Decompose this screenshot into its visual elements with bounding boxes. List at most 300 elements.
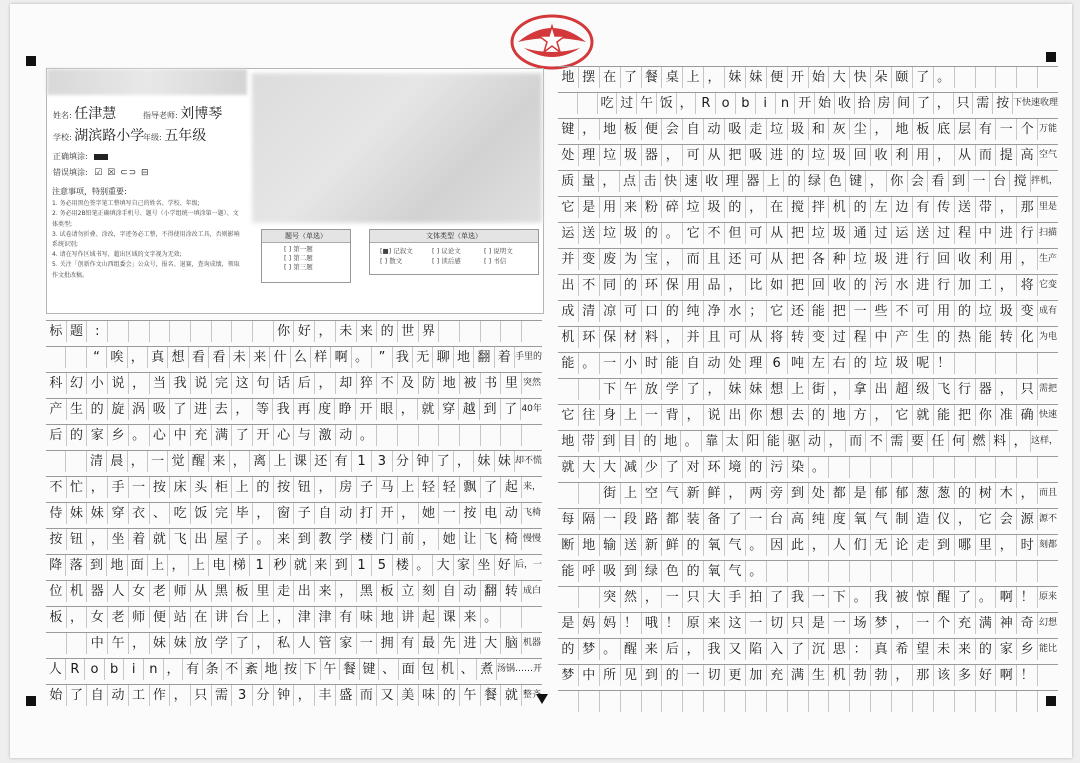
grid-cell: 带 <box>975 197 996 218</box>
grid-cell: 那 <box>1016 197 1037 218</box>
grid-cell: 被 <box>459 373 480 394</box>
grid-cell: 望 <box>912 639 933 660</box>
grid-cell: 。 <box>252 529 273 550</box>
genre-option[interactable]: [■] 记叙文 <box>380 247 413 255</box>
grid-cell <box>438 321 459 342</box>
grid-cell: 讲 <box>211 607 232 628</box>
grid-cell: 走 <box>912 535 933 556</box>
grid-cell: 大 <box>480 633 501 654</box>
grid-cell: 呢 <box>912 353 933 374</box>
grid-cell: 一 <box>912 613 933 634</box>
grid-cell <box>46 451 65 472</box>
grid-cell: 把 <box>954 405 975 426</box>
grid-cell: 何 <box>948 431 969 452</box>
grid-cell: 她 <box>418 503 439 524</box>
grid-cell: 气 <box>870 509 891 530</box>
grid-cell: 女 <box>128 581 149 602</box>
grid-cell <box>787 561 808 582</box>
grid-cell: 就 <box>290 555 310 576</box>
grid-cell: 垃 <box>599 223 620 244</box>
grid-cell: 不 <box>703 223 724 244</box>
grid-cell: 同 <box>599 275 620 296</box>
grid-cell: 葱 <box>912 483 933 504</box>
grid-cell: 翻 <box>480 581 501 602</box>
grid-cell: 猝 <box>356 373 377 394</box>
grid-cell: 面 <box>398 659 418 680</box>
grid-cell: 来 <box>459 607 480 628</box>
grid-cell: 丰 <box>314 685 335 706</box>
grid-cell: 房 <box>335 477 356 498</box>
school-field <box>53 125 144 145</box>
grid-cell: 地 <box>106 555 126 576</box>
grid-cell: 可 <box>724 327 745 348</box>
grid-cell <box>231 321 252 342</box>
grid-cell: 板 <box>376 581 397 602</box>
grid-cell: 一 <box>682 665 703 686</box>
grid-cell: 中 <box>169 425 190 446</box>
grid-cell: 的 <box>682 561 703 582</box>
grid-cell: ， <box>1009 431 1030 452</box>
grid-cell: 朵 <box>870 67 891 88</box>
grid-cell: 好 <box>293 321 314 342</box>
grid-cell <box>578 379 599 400</box>
grid-cell: 能 <box>975 327 996 348</box>
grid-cell: 人 <box>107 581 128 602</box>
grid-cell: 妈 <box>599 613 620 634</box>
grid-cell: 任 <box>927 431 948 452</box>
grid-cell: 餐 <box>339 659 359 680</box>
grid-cell: 原 <box>682 613 703 634</box>
grid-cell: 能 <box>763 431 784 452</box>
grid-cell <box>849 457 870 478</box>
grid-cell: 热 <box>954 327 975 348</box>
genre-option[interactable]: [ ] 书信 <box>484 257 507 265</box>
grid-cell: 制 <box>891 509 912 530</box>
grid-cell: 师 <box>169 581 190 602</box>
grid-cell: ， <box>1016 249 1037 270</box>
grid-cell: 人 <box>828 535 849 556</box>
grid-cell: 脑 <box>500 633 521 654</box>
grid-cell: ， <box>661 145 682 166</box>
grid-cell: 到 <box>620 561 641 582</box>
grid-cell: 材 <box>620 327 641 348</box>
grid-cell: 醒 <box>933 587 954 608</box>
grid-cell: 的 <box>954 483 975 504</box>
grid-cell: 见 <box>620 665 641 686</box>
grid-cell: 去 <box>210 399 231 420</box>
grid-cell: 都 <box>661 509 682 530</box>
grid-cell <box>1037 561 1058 582</box>
grid-cell: 加 <box>745 665 766 686</box>
grid-cell: 是 <box>849 483 870 504</box>
grid-cell: 哦 <box>641 613 662 634</box>
grid-cell: 过 <box>616 93 636 114</box>
grid-cell: 越 <box>458 399 479 420</box>
grid-cell: 料 <box>641 327 662 348</box>
grid-cell: 黑 <box>356 581 377 602</box>
grid-cell: 飞 <box>480 529 501 550</box>
grid-cell: 空气 <box>1037 145 1058 166</box>
grid-cell: 带 <box>578 431 599 452</box>
grid-cell: 思 <box>828 639 849 660</box>
writing-row <box>46 632 542 654</box>
grid-cell: 我 <box>703 639 724 660</box>
grid-cell: 段 <box>620 509 641 530</box>
grid-cell: 高 <box>787 509 808 530</box>
right-writing-grid <box>558 66 1058 716</box>
genre-option[interactable]: [ ] 读后感 <box>432 257 461 265</box>
grid-cell: 来 <box>208 451 228 472</box>
grid-cell: 未 <box>933 639 954 660</box>
grid-cell: 圾 <box>620 223 641 244</box>
grid-cell: 醒 <box>188 451 208 472</box>
grid-cell: 为 <box>620 249 641 270</box>
grid-cell: 多 <box>954 665 975 686</box>
grid-cell: 如 <box>766 275 787 296</box>
grid-cell: 把 <box>787 249 808 270</box>
grid-cell: 机器 <box>521 633 542 654</box>
grid-cell: 质 <box>561 174 575 189</box>
grid-cell: 氧 <box>703 561 724 582</box>
grid-cell: 从 <box>766 249 787 270</box>
grid-cell: 上 <box>787 379 808 400</box>
grid-cell: 始 <box>49 688 63 703</box>
grid-cell: n <box>775 93 795 114</box>
grid-cell <box>933 561 954 582</box>
grid-cell: 旋 <box>107 399 128 420</box>
grid-cell: 头 <box>190 477 211 498</box>
grid-cell: 过 <box>828 327 849 348</box>
grid-cell: 床 <box>169 477 190 498</box>
grid-cell: ， <box>314 373 335 394</box>
grid-cell: ， <box>745 197 766 218</box>
grid-cell: 再 <box>293 399 314 420</box>
grid-cell: 拍 <box>745 587 766 608</box>
genre-box-title: 文体类型（单选） <box>370 230 538 243</box>
left-page <box>46 68 543 703</box>
grid-cell: 完 <box>211 373 232 394</box>
grid-cell <box>954 457 975 478</box>
grid-cell: 鲜 <box>661 535 682 556</box>
grid-cell: ， <box>396 399 417 420</box>
grid-cell: 来， <box>521 477 542 498</box>
grid-cell: 里 <box>975 535 996 556</box>
grid-cell: 你 <box>745 405 766 426</box>
grid-cell: 而 <box>682 249 703 270</box>
topic-option-3[interactable]: [ ] 第三题 <box>284 263 313 271</box>
grid-cell: 量 <box>578 171 599 192</box>
grid-cell: 。 <box>680 431 701 452</box>
grid-cell: 讲 <box>397 607 418 628</box>
grid-cell: 那 <box>912 665 933 686</box>
grid-cell: 惊 <box>912 587 933 608</box>
grid-cell: 机 <box>66 581 87 602</box>
grid-cell: 觉 <box>167 451 187 472</box>
grid-cell: 垃 <box>870 353 891 374</box>
topic-option-2[interactable]: [ ] 第二题 <box>284 254 313 262</box>
grid-cell: 圾 <box>870 249 891 270</box>
grid-cell: 这 <box>231 373 252 394</box>
grid-cell: 理 <box>722 171 743 192</box>
grid-cell: 却不慌 <box>514 451 542 472</box>
grid-cell: 保 <box>661 275 682 296</box>
writing-row <box>46 580 542 602</box>
grid-cell: 板 <box>912 119 933 140</box>
grid-cell: 工 <box>128 685 149 706</box>
grid-cell <box>521 425 542 446</box>
grid-cell: 充 <box>190 425 211 446</box>
grid-cell: 板 <box>231 581 252 602</box>
grid-cell: 器 <box>975 379 996 400</box>
grid-cell: 把 <box>787 275 808 296</box>
grid-cell: 来 <box>314 581 335 602</box>
grid-cell: 窗 <box>273 503 294 524</box>
grid-cell: 宝 <box>641 249 662 270</box>
grid-cell: 而 <box>845 431 866 452</box>
grid-cell: 上 <box>763 171 784 192</box>
grid-cell: ， <box>453 451 473 472</box>
grid-cell: 一 <box>128 477 149 498</box>
grid-cell: 它变 <box>1037 275 1058 296</box>
grid-cell: 手 <box>107 477 128 498</box>
grid-cell <box>1037 353 1058 374</box>
grid-cell: ， <box>808 535 829 556</box>
grid-cell: 句 <box>252 373 273 394</box>
grid-cell: 而 <box>356 685 377 706</box>
grid-cell: 气 <box>661 483 682 504</box>
grid-cell: 往 <box>578 405 599 426</box>
grid-cell: 飞 <box>933 379 954 400</box>
writing-row <box>558 664 1058 686</box>
grid-cell: 圾 <box>891 353 912 374</box>
grid-cell <box>995 67 1016 88</box>
grid-cell: 吃 <box>597 93 617 114</box>
grid-cell: 能 <box>561 356 575 371</box>
grid-cell: 运 <box>561 226 575 241</box>
grid-cell: 级 <box>912 379 933 400</box>
grid-cell: 午 <box>620 379 641 400</box>
grid-cell: 万能 <box>1037 119 1058 140</box>
grid-cell: 来 <box>954 639 975 660</box>
note-item: 4. 请在写作区域书写，超出区域的文字视为无效; <box>52 251 182 259</box>
grid-cell: ， <box>127 347 147 368</box>
grid-cell: 后，一 <box>514 555 542 576</box>
grid-cell: 快速 <box>1037 405 1058 426</box>
grid-cell: 一 <box>745 509 766 530</box>
note-item: 5. 关注「创新作文山西组委会」公众号，报名、退赛，查询成绩，领取作文批改稿。 <box>52 261 240 279</box>
writing-row <box>558 612 1058 634</box>
grid-cell: 下快速收理 <box>1012 93 1058 114</box>
grid-cell: 勃 <box>870 665 891 686</box>
grid-cell: 却 <box>335 373 356 394</box>
grid-cell: 生 <box>912 327 933 348</box>
grid-cell: 站 <box>169 607 190 628</box>
grid-cell: 理 <box>745 353 766 374</box>
grid-cell: 路 <box>641 509 662 530</box>
grid-cell: 前 <box>397 529 418 550</box>
grid-cell: 从 <box>954 145 975 166</box>
genre-option[interactable]: [ ] 说明文 <box>484 247 513 255</box>
grid-cell: 造 <box>912 509 933 530</box>
grid-cell: ， <box>661 249 682 270</box>
grid-cell: ， <box>252 633 273 654</box>
writing-row <box>46 372 542 394</box>
grid-cell: 有 <box>397 633 418 654</box>
grid-cell: 一 <box>356 633 377 654</box>
grid-cell: 了 <box>432 451 452 472</box>
grid-cell <box>954 353 975 374</box>
grid-cell: 有 <box>335 607 356 628</box>
grid-cell: 的 <box>745 457 766 478</box>
grid-cell: 。 <box>933 67 954 88</box>
grid-cell: 妹 <box>86 503 107 524</box>
grid-cell: 有 <box>975 119 996 140</box>
grid-cell: 纯 <box>808 509 829 530</box>
grid-cell: 出 <box>561 278 575 293</box>
grid-cell: 用 <box>933 301 954 322</box>
grid-cell: 地 <box>561 434 575 449</box>
grid-cell: 女 <box>86 607 107 628</box>
grid-cell: 个 <box>933 613 954 634</box>
grid-cell: 了 <box>480 477 501 498</box>
grid-cell: 台 <box>231 607 252 628</box>
grid-cell: 餐 <box>480 685 501 706</box>
grid-cell: 器 <box>742 171 763 192</box>
grid-cell: 来 <box>356 321 377 342</box>
grid-cell <box>397 425 418 446</box>
grid-cell: 晨 <box>106 451 126 472</box>
grid-cell: 板 <box>49 610 63 625</box>
grid-cell: ， <box>824 431 845 452</box>
grid-cell: 走 <box>273 581 294 602</box>
genre-option[interactable]: [ ] 散文 <box>380 257 403 265</box>
grid-cell: 是 <box>578 197 599 218</box>
grid-cell <box>724 691 745 712</box>
grid-cell: 楼 <box>392 555 412 576</box>
grid-cell: 度 <box>828 509 849 530</box>
grid-cell: 污 <box>766 457 787 478</box>
grid-cell <box>703 691 724 712</box>
grid-cell: 圾 <box>828 145 849 166</box>
grid-cell: 。 <box>480 607 501 628</box>
grid-cell <box>1016 353 1037 374</box>
topic-option-1[interactable]: [ ] 第一题 <box>284 245 313 253</box>
grid-cell: 到 <box>598 431 619 452</box>
grid-cell: 家 <box>86 425 107 446</box>
grid-cell: 看 <box>188 347 208 368</box>
grid-cell: 当 <box>149 373 170 394</box>
grid-cell: 1 <box>351 555 371 576</box>
grid-cell: 6 <box>766 353 787 374</box>
grid-cell: 你 <box>273 321 294 342</box>
grid-cell: 键 <box>845 171 866 192</box>
grid-cell: 有 <box>330 451 350 472</box>
grid-cell: 圾 <box>620 145 641 166</box>
topic-choice-box <box>261 229 351 283</box>
grid-cell: 整齐 <box>521 685 542 706</box>
grid-cell: 按 <box>459 503 480 524</box>
grid-cell: 两 <box>745 483 766 504</box>
grid-cell: 有 <box>182 659 202 680</box>
grid-cell: 层 <box>954 119 975 140</box>
grid-cell: 满 <box>975 613 996 634</box>
grid-cell: 上 <box>252 607 273 628</box>
grid-cell: 它 <box>561 200 575 215</box>
grid-cell: 加 <box>954 275 975 296</box>
grid-cell: 搅 <box>787 197 808 218</box>
grid-cell: ， <box>598 171 619 192</box>
grid-cell: 里是 <box>1037 197 1058 218</box>
writing-row <box>558 222 1058 244</box>
grid-cell: 它 <box>975 509 996 530</box>
grid-cell <box>954 67 975 88</box>
writing-row <box>46 320 542 342</box>
grid-cell: 吨 <box>787 353 808 374</box>
grid-cell: 生 <box>66 399 87 420</box>
grid-cell: 就 <box>500 685 521 706</box>
grid-cell: 上 <box>188 555 208 576</box>
topic-box-title: 题号（单选） <box>262 230 350 243</box>
grid-cell: n <box>143 659 163 680</box>
grid-cell: 妹 <box>494 451 514 472</box>
genre-option[interactable]: [ ] 议论文 <box>432 247 461 255</box>
note-item: 1. 务必用黑色签字笔工整填写自己的姓名、学校、年级; <box>52 200 200 208</box>
grid-cell: 的 <box>661 301 682 322</box>
grid-cell: 清 <box>578 301 599 322</box>
name-label: 姓名: <box>53 111 72 120</box>
grid-cell: 氧 <box>703 535 724 556</box>
grid-cell <box>480 321 501 342</box>
grid-cell: 乡 <box>107 425 128 446</box>
grid-cell <box>149 321 170 342</box>
grid-cell <box>975 691 996 712</box>
grid-cell: 回 <box>933 249 954 270</box>
grid-cell: 吸 <box>745 145 766 166</box>
grid-cell: 门 <box>376 529 397 550</box>
grid-cell: 太 <box>722 431 743 452</box>
grid-cell: ， <box>86 477 107 498</box>
grid-cell: 行 <box>933 275 954 296</box>
grid-cell: 钮 <box>66 529 87 550</box>
grid-cell: 垃 <box>975 301 996 322</box>
grid-cell: 轻 <box>418 477 439 498</box>
grid-cell: 的 <box>787 145 808 166</box>
grid-cell: 输 <box>599 535 620 556</box>
grid-cell: ， <box>891 613 912 634</box>
name-value: 任津慧 <box>74 106 117 122</box>
grid-cell: 变 <box>808 327 829 348</box>
grid-cell: 处 <box>561 148 575 163</box>
grid-cell: ， <box>828 379 849 400</box>
grid-cell: 心 <box>149 425 170 446</box>
grid-cell: 唉 <box>106 347 126 368</box>
note-item: 2. 务必用2B铅笔正确填涂手机号、题号（小学组统一填涂第一题）、文体类型; <box>52 210 239 228</box>
grid-cell: 利 <box>975 249 996 270</box>
grid-cell: ！ <box>1016 665 1037 686</box>
grid-cell: 因 <box>766 535 787 556</box>
grid-cell: ， <box>273 607 294 628</box>
grid-cell: 这 <box>724 613 745 634</box>
grid-cell: 可 <box>682 145 703 166</box>
grid-cell: 地 <box>561 70 575 85</box>
grid-cell <box>1037 67 1058 88</box>
grid-cell: 的 <box>849 275 870 296</box>
grid-cell: 会 <box>907 171 928 192</box>
grid-cell: 会 <box>995 509 1016 530</box>
grid-cell: 且 <box>703 327 724 348</box>
grid-cell: 了 <box>661 457 682 478</box>
grid-cell: 吸 <box>599 561 620 582</box>
